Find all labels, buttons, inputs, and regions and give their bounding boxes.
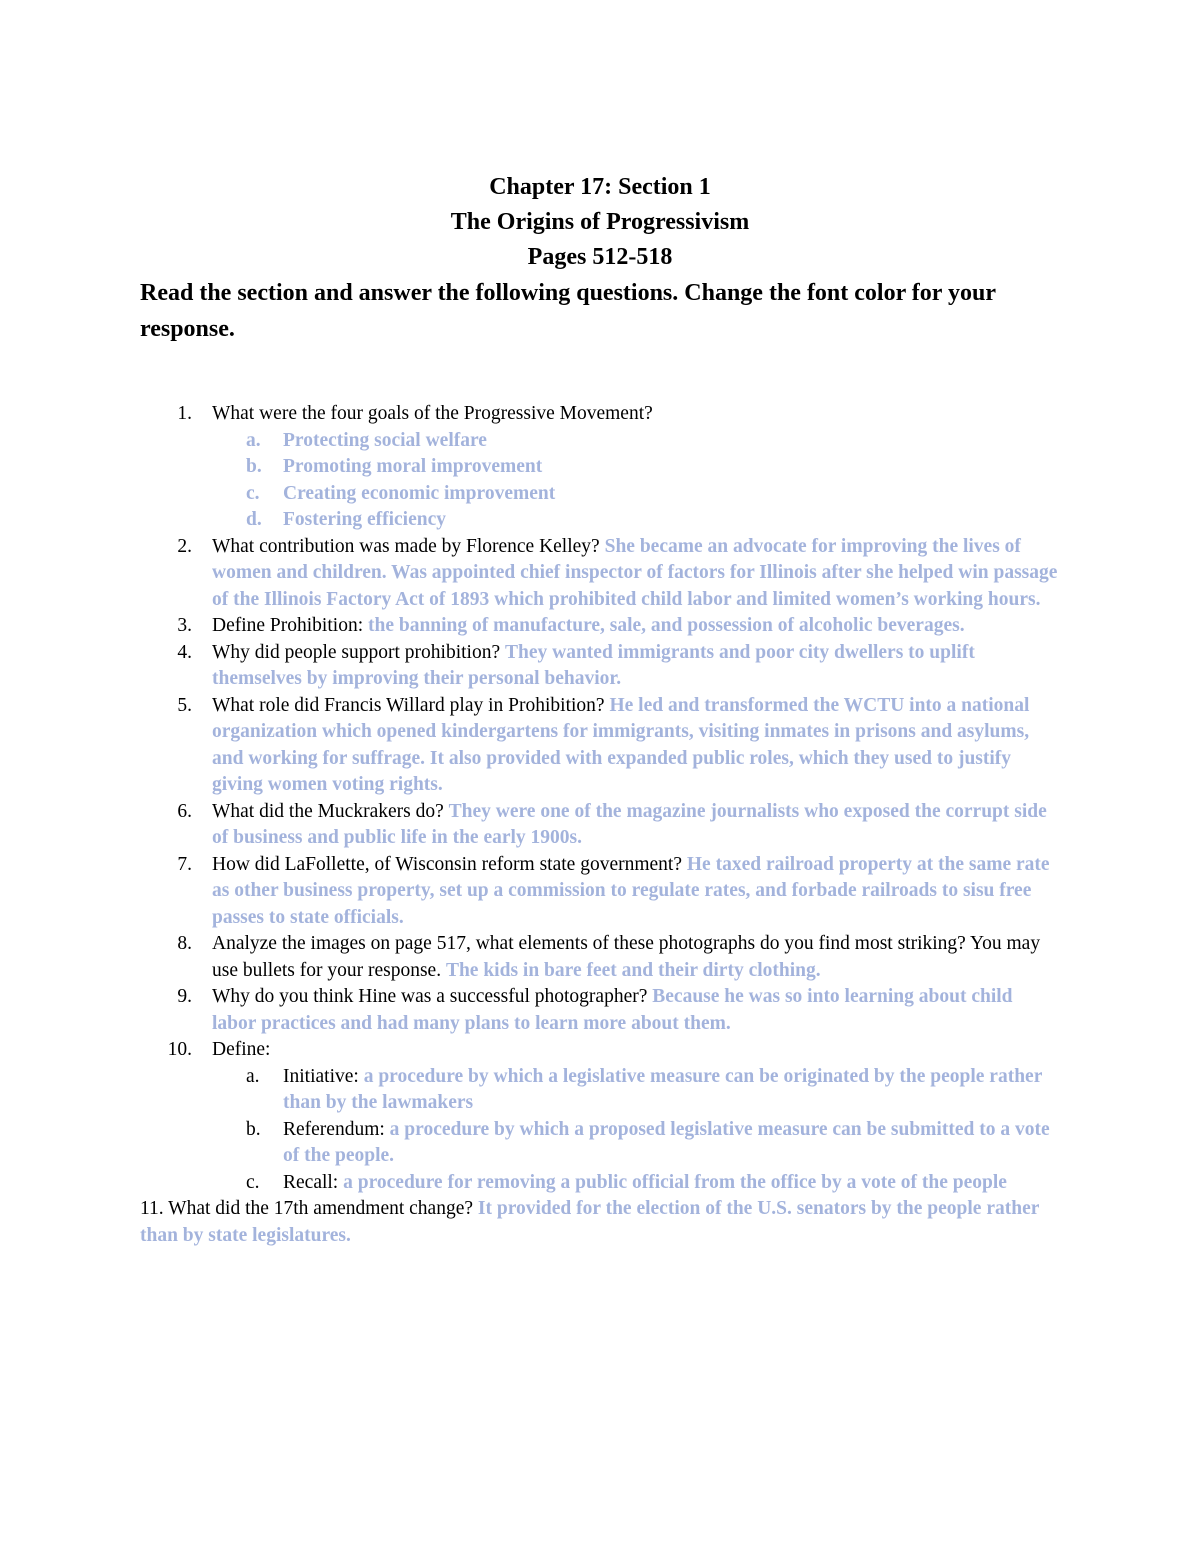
answer-text: He led and transformed the WCTU into a national organization which opened kindergartens for immigrants, visiting inmates in prisons and asylums, and working for suffrage. It also provided with expanded public roles, which they used to justify giving women voting rights. [212, 694, 1030, 795]
question-number: 6. [177, 800, 192, 822]
question-text: Define: [212, 1039, 271, 1060]
question-number: 7. [177, 853, 192, 875]
answer-text: The kids in bare feet and their dirty clothing. [445, 959, 821, 981]
question-4 [140, 640, 1060, 693]
question-1-sub-b [140, 454, 1060, 481]
question-10 [140, 1037, 1060, 1064]
question-text: 11. What did the 17th amendment change? [140, 1198, 478, 1219]
answer-text: the banning of manufacture, sale, and possession of alcoholic beverages. [367, 615, 965, 636]
answer-text: a procedure by which a proposed legislative measure can be submitted to a vote of the people. [283, 1118, 1050, 1166]
question-7 [140, 852, 1060, 932]
answer-text: Because he was so into learning about child labor practices and had many plans to learn more about them. [212, 986, 1013, 1034]
question-text: Why did people support prohibition? [212, 641, 505, 663]
question-5 [140, 693, 1060, 799]
question-number: 8. [177, 933, 192, 954]
sub-letter: a. [246, 1065, 260, 1087]
question-9 [140, 984, 1060, 1037]
question-text: What were the four goals of the Progressive Movement? [212, 403, 653, 424]
question-number: 9. [177, 986, 192, 1007]
answer-text: It provided for the election of the U.S. senators by the people rather than by state legislatures. [140, 1198, 1040, 1246]
question-text: Why do you think Hine was a successful photographer? [212, 986, 653, 1007]
instructions: Read the section and answer the following questions. Change the font color for your response. [140, 280, 996, 342]
question-1 [140, 401, 1060, 428]
page-range: Pages 512-518 [527, 244, 673, 270]
answer-text: a procedure for removing a public official from the office by a vote of the people [343, 1171, 1007, 1193]
answer-text: Fostering efficiency [283, 509, 446, 530]
sub-letter: d. [246, 509, 262, 530]
answer-text: Promoting moral improvement [283, 456, 543, 477]
question-number: 10. [167, 1039, 192, 1060]
question-10-sub-b [140, 1117, 1060, 1170]
answer-text: Protecting social welfare [283, 429, 487, 451]
sub-letter: c. [246, 1171, 260, 1193]
section-title: The Origins of Progressivism [450, 209, 750, 235]
question-list [140, 401, 1060, 1249]
question-text: Define Prohibition: [212, 615, 368, 636]
chapter-heading: Chapter 17: Section 1 [489, 174, 711, 200]
sub-letter: b. [246, 456, 262, 477]
sub-letter: a. [246, 429, 261, 451]
question-number: 4. [177, 641, 192, 663]
question-8 [140, 931, 1060, 984]
question-text: What role did Francis Willard play in Prohibition? [212, 694, 610, 716]
question-10-sub-c [140, 1170, 1060, 1197]
question-number: 1. [177, 403, 192, 424]
answer-text: Creating economic improvement [283, 482, 556, 504]
question-number: 2. [177, 535, 192, 557]
answer-text: He taxed railroad property at the same rate as other business property, set up a commission to regulate rates, and forbade railroads to sisu free passes to state officials. [212, 853, 1050, 928]
question-2 [140, 534, 1060, 614]
answer-text: She became an advocate for improving the lives of women and children. Was appointed chief inspector of factors for Illinois after she helped win passage of the Illinois Factory Act of 1893 which prohibited child labor and limited women’s working hours. [212, 535, 1058, 610]
question-text: What contribution was made by Florence Kelley? [212, 535, 605, 557]
answer-text: a procedure by which a legislative measure can be originated by the people rather than by the lawmakers [283, 1065, 1042, 1113]
question-11 [140, 1196, 1060, 1249]
term-text: Referendum: [283, 1118, 390, 1140]
question-1-sub-a [140, 428, 1060, 455]
term-text: Recall: [283, 1171, 344, 1193]
question-number: 5. [177, 694, 192, 716]
answer-text: They were one of the magazine journalists who exposed the corrupt side of business and public life in the early 1900s. [212, 800, 1047, 848]
question-1-sub-d [140, 507, 1060, 534]
answer-text: They wanted immigrants and poor city dwellers to uplift themselves by improving their personal behavior. [212, 641, 975, 689]
sub-letter: c. [246, 482, 260, 504]
question-3 [140, 613, 1060, 640]
sub-letter: b. [246, 1118, 261, 1140]
question-text: How did LaFollette, of Wisconsin reform state government? [212, 853, 687, 875]
question-number: 3. [177, 615, 192, 636]
question-text: Analyze the images on page 517, what elements of these photographs do you find most striking? You may use bullets for your response. [212, 933, 1041, 981]
question-text: What did the Muckrakers do? [212, 800, 449, 822]
question-1-sub-c [140, 481, 1060, 508]
question-6 [140, 799, 1060, 852]
spacer [140, 347, 1060, 401]
question-10-sub-a [140, 1064, 1060, 1117]
term-text: Initiative: [283, 1065, 364, 1087]
